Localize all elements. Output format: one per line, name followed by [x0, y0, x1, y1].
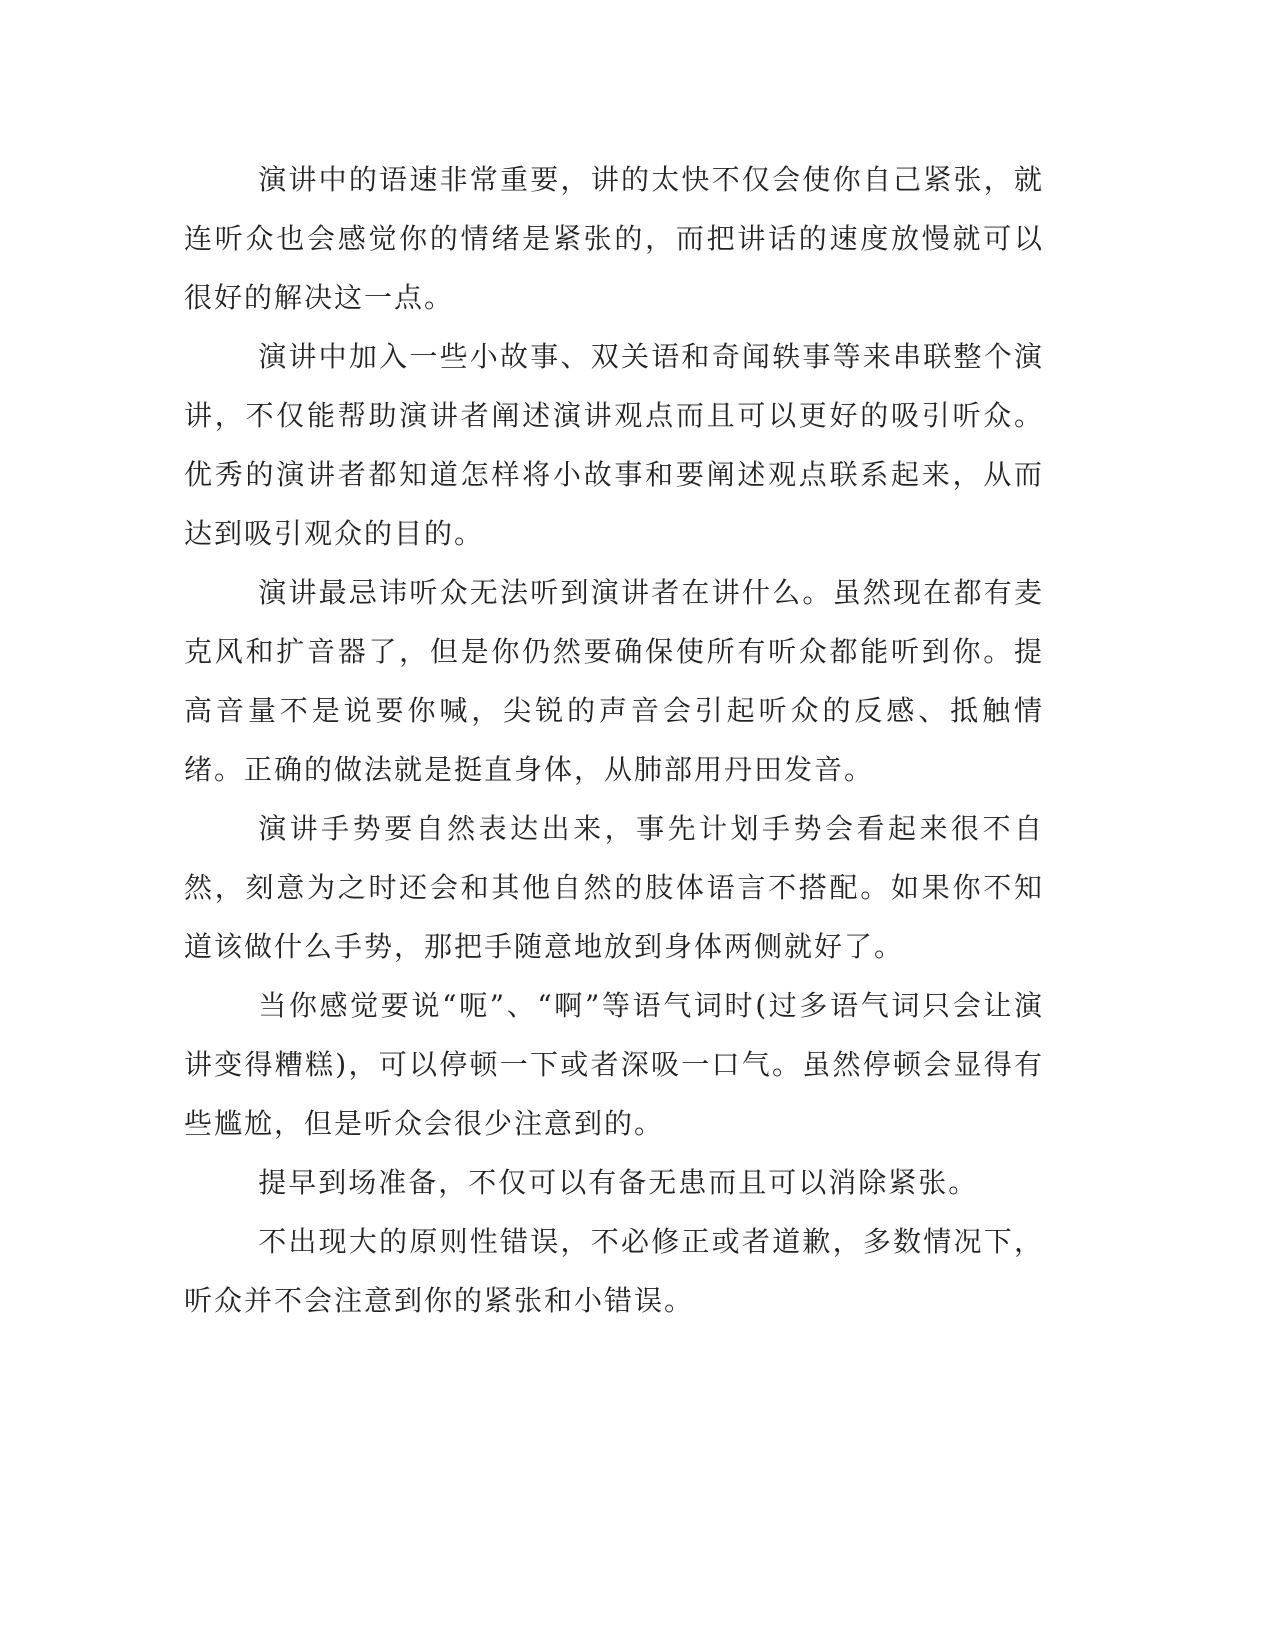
paragraph-stories: 演讲中加入一些小故事、双关语和奇闻轶事等来串联整个演讲，不仅能帮助演讲者阐述演讲观点而且可以更好的吸引听众。优秀的演讲者都知道怎样将小故事和要阐述观点联系起来，从而达到吸引观众的目的。	[184, 340, 1044, 550]
paragraph-small-mistakes: 不出现大的原则性错误，不必修正或者道歉，多数情况下，听众并不会注意到你的紧张和小错误。	[184, 1225, 1044, 1317]
paragraph-speech-pace: 演讲中的语速非常重要，讲的太快不仅会使你自己紧张，就连听众也会感觉你的情绪是紧张的，而把讲话的速度放慢就可以很好的解决这一点。	[184, 163, 1044, 314]
paragraph-arrive-early: 提早到场准备，不仅可以有备无患而且可以消除紧张。	[258, 1166, 979, 1199]
paragraph-volume: 演讲最忌讳听众无法听到演讲者在讲什么。虽然现在都有麦克风和扩音器了，但是你仍然要确保使所有听众都能听到你。提高音量不是说要你喊，尖锐的声音会引起听众的反感、抵触情绪。正确的做法就是挺直身体，从肺部用丹田发音。	[184, 576, 1044, 786]
paragraph-gestures: 演讲手势要自然表达出来，事先计划手势会看起来很不自然，刻意为之时还会和其他自然的肢体语言不搭配。如果你不知道该做什么手势，那把手随意地放到身体两侧就好了。	[184, 812, 1044, 963]
paragraph-filler-words: 当你感觉要说“呃”、“啊”等语气词时(过多语气词只会让演讲变得糟糕)，可以停顿一下或者深吸一口气。虽然停顿会显得有些尴尬，但是听众会很少注意到的。	[184, 989, 1044, 1140]
document-body	[184, 150, 1044, 1330]
